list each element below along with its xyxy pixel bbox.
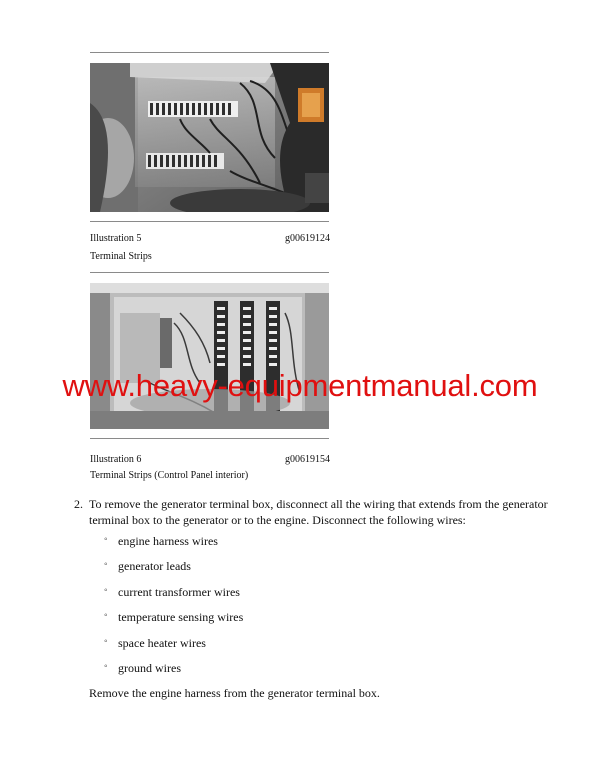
bullet-icon: ◦: [104, 610, 108, 622]
wire-label: engine harness wires: [118, 534, 218, 548]
bullet-icon: ◦: [104, 559, 108, 571]
bullet-icon: ◦: [104, 660, 108, 672]
figure-1-graphic-id: g00619124: [285, 233, 330, 244]
bullet-icon: ◦: [104, 534, 108, 545]
wire-label: current transformer wires: [118, 584, 240, 599]
bullet-icon: ◦: [104, 635, 108, 647]
terminal-strips-image: [90, 63, 329, 212]
figure-1-caption: Terminal Strips: [90, 251, 152, 262]
list-item: [104, 610, 243, 635]
figure-1-label: Illustration 5: [90, 233, 142, 244]
figure-1-bottom-rule: [90, 221, 329, 222]
list-item: [104, 559, 243, 584]
figure-1-top-rule: [90, 52, 329, 53]
list-item: [104, 585, 243, 610]
list-item: [104, 534, 243, 559]
wire-label: generator leads: [118, 559, 191, 574]
control-panel-interior-photo: [90, 283, 329, 429]
wire-list: [104, 534, 243, 686]
wire-label: space heater wires: [118, 635, 206, 650]
step-text: To remove the generator terminal box, disconnect all the wiring that extends from the generator terminal box to the generator or to the engine. Disconnect the following wires:: [89, 497, 548, 527]
control-panel-image: [90, 283, 329, 429]
figure-2-bottom-rule: [90, 438, 329, 439]
terminal-strips-photo: [90, 63, 329, 212]
bullet-icon: ◦: [104, 584, 108, 596]
list-item: [104, 661, 243, 686]
list-item: [104, 636, 243, 661]
closing-instruction: Remove the engine harness from the generator terminal box.: [89, 686, 380, 700]
wire-label: ground wires: [118, 660, 181, 675]
figure-2-graphic-id: g00619154: [285, 454, 330, 465]
step-number: 2.: [74, 497, 83, 511]
figure-2-top-rule: [90, 272, 329, 273]
figure-2-caption: Terminal Strips (Control Panel interior): [90, 470, 249, 481]
watermark-link[interactable]: www.heavy-equipmentmanual.com: [62, 368, 538, 403]
figure-2-label: Illustration 6: [90, 454, 142, 465]
wire-label: temperature sensing wires: [118, 610, 244, 625]
